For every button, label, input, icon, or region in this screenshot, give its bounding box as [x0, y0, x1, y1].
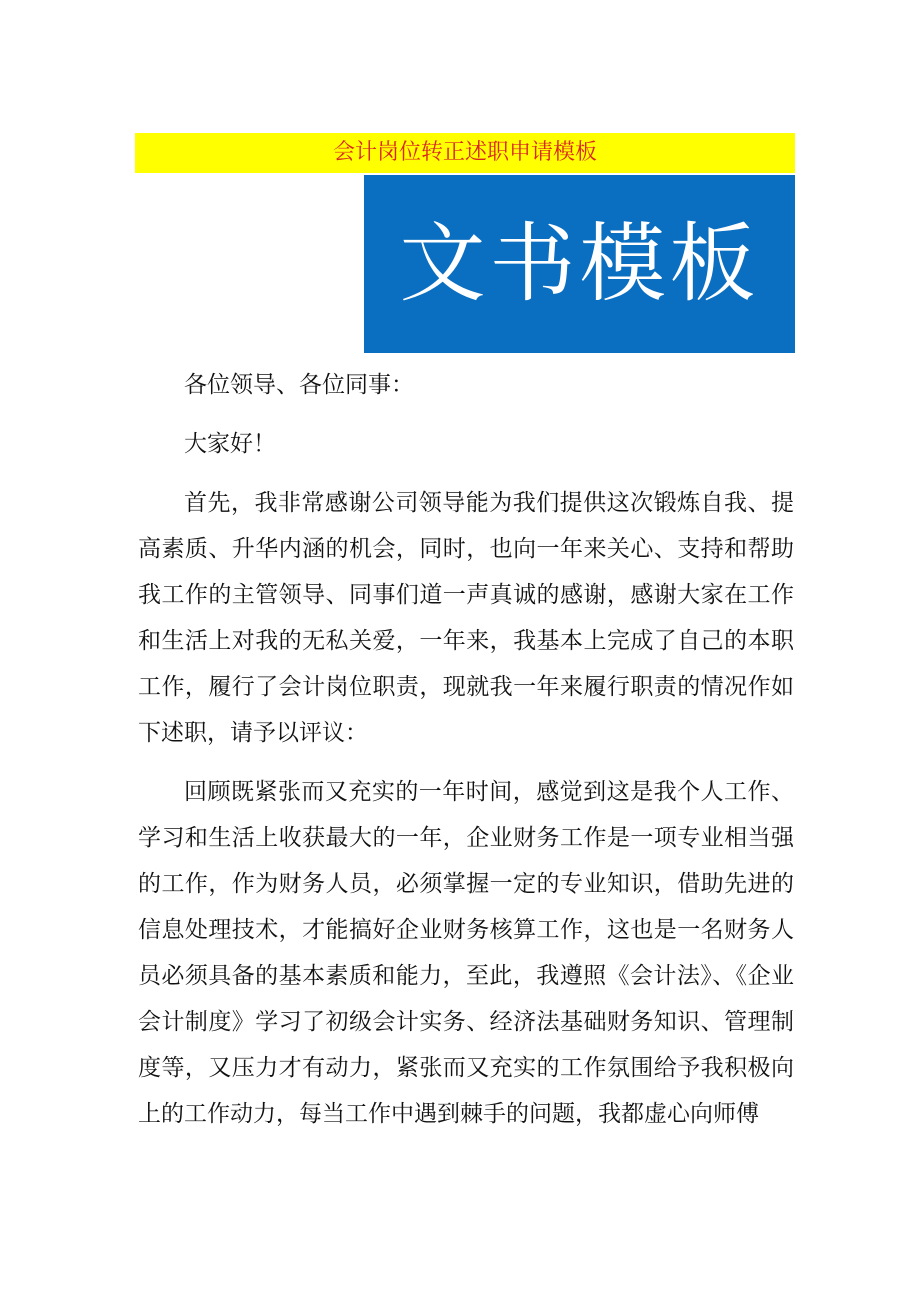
salutation-paragraph: 各位领导、各位同事： — [184, 372, 414, 398]
document-body — [138, 362, 794, 1150]
greeting-paragraph: 大家好！ — [184, 431, 276, 457]
hero-block — [364, 175, 795, 353]
body-paragraph-1: 首先，我非常感谢公司领导能为我们提供这次锻炼自我、提高素质、升华内涵的机会，同时，也向一年来关心、支持和帮助我工作的主管领导、同事们道一声真诚的感谢，感谢大家在工作和生活上对我的无私关爱，一年来，我基本上完成了自己的本职工作，履行了会计岗位职责，现就我一年来履行职责的情况作如下述职，请予以评议： — [138, 490, 794, 746]
body-paragraph-2: 回顾既紧张而又充实的一年时间，感觉到这是我个人工作、学习和生活上收获最大的一年，企业财务工作是一项专业相当强的工作，作为财务人员，必须掌握一定的专业知识，借助先进的信息处理技术，才能搞好企业财务核算工作，这也是一名财务人员必须具备的基本素质和能力，至此，我遵照《会计法》、《企业会计制度》学习了初级会计实务、经济法基础财务知识、管理制度等，又压力才有动力，紧张而又充实的工作氛围给予我积极向上的工作动力，每当工作中遇到棘手的问题，我都虚心向师傅 — [138, 779, 794, 1127]
document-title: 会计岗位转正述职申请模板 — [332, 140, 597, 165]
title-banner — [135, 133, 795, 173]
hero-label: 文书模板 — [399, 214, 760, 314]
